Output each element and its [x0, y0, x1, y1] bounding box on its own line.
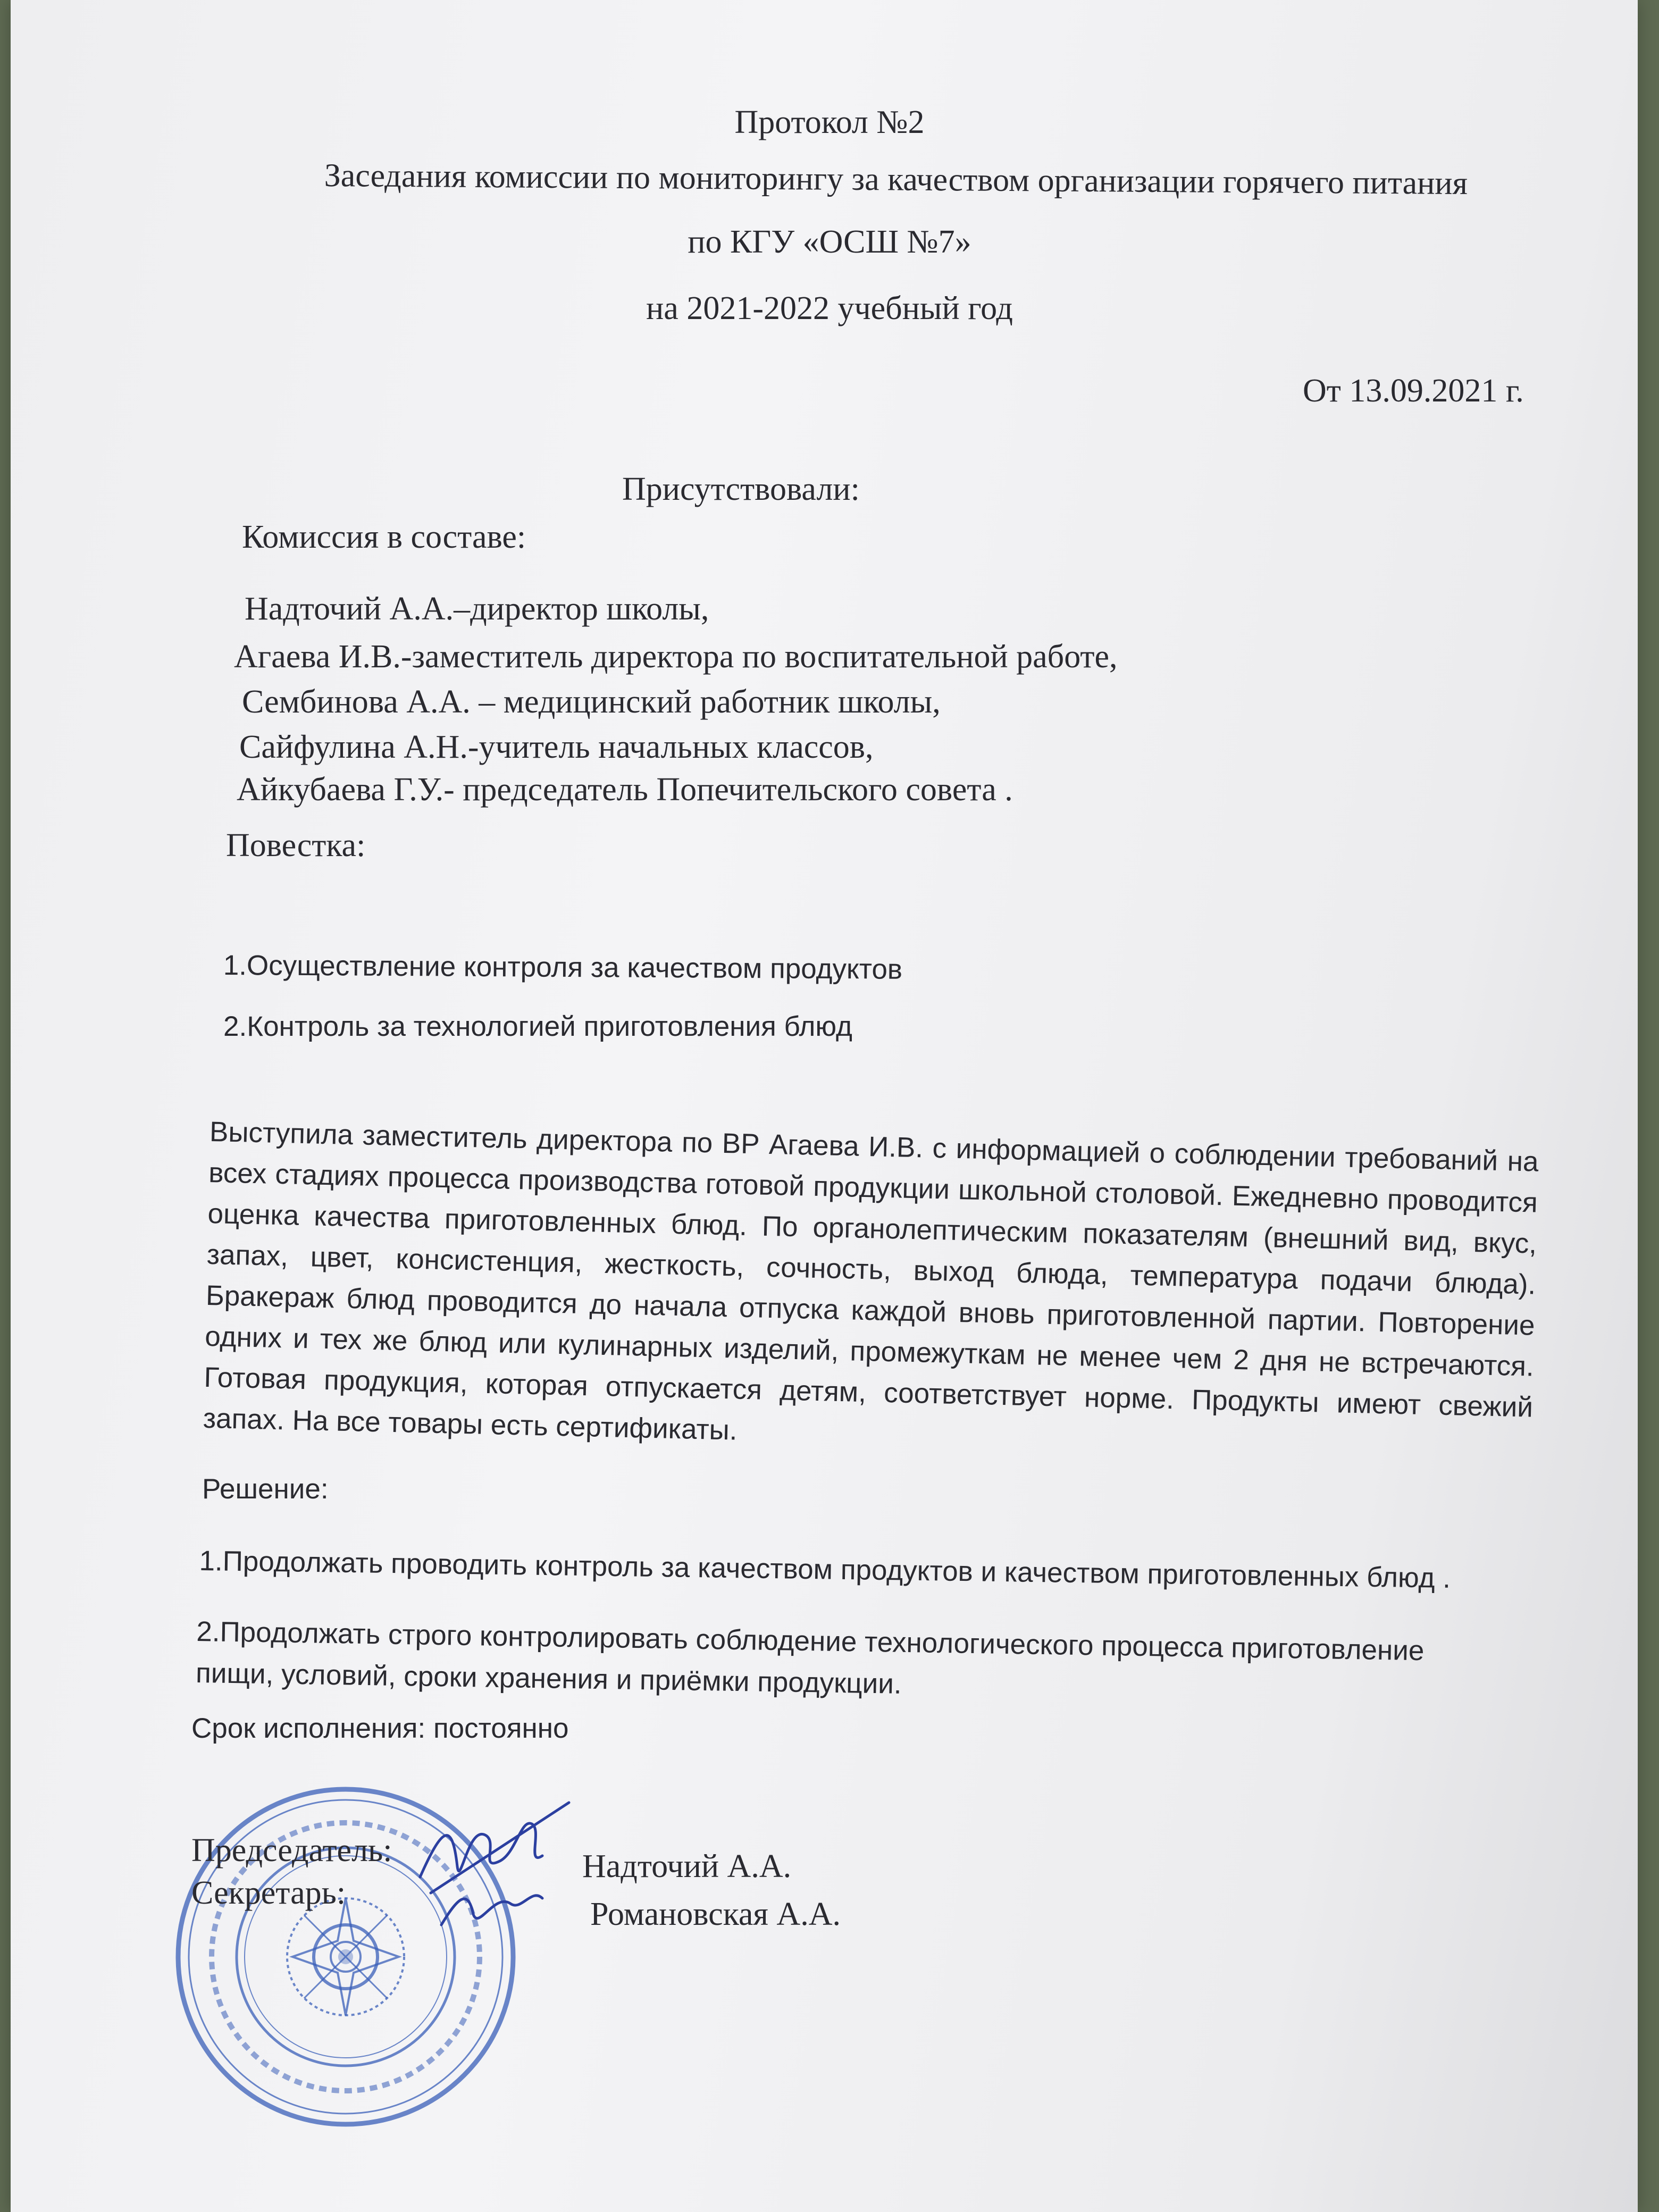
chairman-label: Председатель: [191, 1832, 392, 1869]
member-line: Агаева И.В.-заместитель директора по воспитательной работе, [234, 639, 1118, 675]
attendees-heading: Присутствовали: [622, 471, 860, 507]
secretary-label: Секретарь: [191, 1875, 346, 1911]
protocol-title: Протокол №2 [734, 104, 925, 140]
commission-label: Комиссия в составе: [242, 519, 526, 555]
handwritten-signature [409, 1797, 580, 1936]
member-line: Айкубаева Г.У.- председатель Попечительского совета . [237, 772, 1013, 808]
decision-item: 2.Продолжать строго контролировать соблюдение технологического процесса приготовление пищи, условий, сроки хранения и приёмки продукции. [195, 1615, 1425, 1700]
agenda-item: 2.Контроль за технологией приготовления блюд [223, 1011, 852, 1042]
chairman-name: Надточий А.А. [582, 1848, 792, 1884]
member-line: Сайфулина А.Н.-учитель начальных классов, [239, 729, 874, 765]
deadline-line: Срок исполнения: постоянно [191, 1713, 569, 1744]
member-line: Сембинова А.А. – медицинский работник школы, [242, 684, 941, 720]
protocol-date: От 13.09.2021 г. [1303, 373, 1524, 409]
decision-heading: Решение: [202, 1473, 329, 1505]
agenda-item: 1.Осуществление контроля за качеством продуктов [223, 950, 903, 985]
state-emblem-icon [338, 1949, 353, 1964]
school-year-line: на 2021-2022 учебный год [646, 290, 1013, 326]
report-paragraph: Выступила заместитель директора по ВР Агаева И.В. с информацией о соблюдении требований на всех стадиях процесса производства готовой продукции школьной столовой. Ежедневно проводится оценка качества приготовленных блюд. По органолептическим показателям (внешний вид, вкус, запах, цвет, консистенция, жесткость, сочность, выход блюда, температура подачи блюда). Бракераж блюд проводится до начала отпуска каждой вновь приготовленной партии. Повторение одних и тех же блюд или кулинарных изделий, промежуткам не менее чем 2 дня не встречаются. Готовая продукция, которая отпускается детям, соответствует норме. Продукты имеют свежий запах. На все товары есть сертификаты. [203, 1116, 1539, 1446]
organization-line: по КГУ «ОСШ №7» [688, 224, 971, 260]
decision-item: 1.Продолжать проводить контроль за качеством продуктов и качеством приготовленных блюд . [199, 1545, 1451, 1594]
agenda-heading: Повестка: [226, 827, 366, 864]
member-line: Надточий А.А.–директор школы, [245, 591, 709, 627]
meeting-title: Заседания комиссии по мониторингу за качеством организации горячего питания [324, 157, 1468, 202]
secretary-name: Романовская А.А. [590, 1896, 841, 1932]
